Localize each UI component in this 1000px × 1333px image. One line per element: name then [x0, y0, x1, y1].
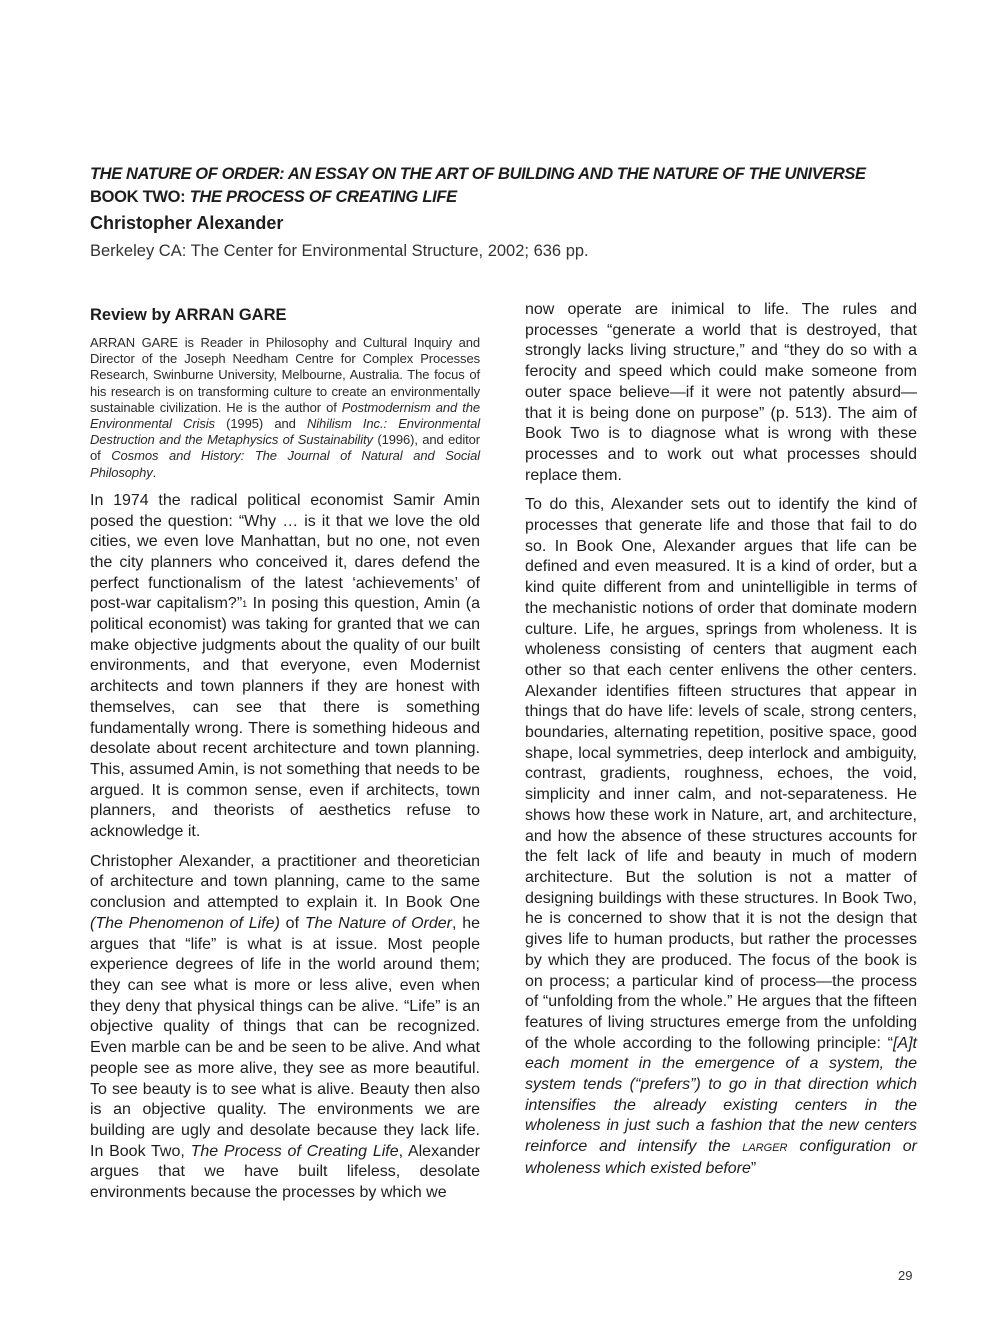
page-number: 29	[898, 1268, 913, 1283]
reviewer-bio: ARRAN GARE is Reader in Philosophy and Cultural Inquiry and Director of the Joseph Needham Centre for Complex Processes Research, Swinburne University, Melbourne, Australia. The focus of his research is on transforming culture to create an environmentally sustainable civilization. He is the author of Postmodernism and the Environmental Crisis (1995) and Nihilism Inc.: Environmental Destruction and the Metaphysics of Sustainability (1996), and editor of Cosmos and History: The Journal of Natural and Social Philosophy.	[90, 335, 481, 480]
book-label: BOOK TWO:	[90, 188, 190, 206]
left-column	[90, 298, 480, 1213]
book-subtitle: THE PROCESS OF CREATING LIFE	[189, 188, 457, 206]
paragraph-4: To do this, Alexander sets out to identify the kind of processes that generate life and those that fail to do so. In Book One, Alexander argues that life can be defined and even measured. It is a kind of order, but a kind quite different from and unintelligible in terms of the mechanistic notions of order that dominate modern culture. Life, he argues, springs from wholeness. It is wholeness consisting of centers that augment each other so that each center enlivens the other centers. Alexander identifies fifteen structures that appear in things that do have life: levels of scale, strong centers, boundaries, alternating repetition, positive space, good shape, local symmetries, deep interlock and ambiguity, contrast, gradients, roughness, echoes, the void, simplicity and inner calm, and not-separateness. He shows how these work in Nature, art, and architecture, and how the absence of these structures accounts for the felt lack of life and beauty in much of modern architecture. But the solution is not a matter of designing buildings with these structures. In Book Two, he is concerned to show that it is not the design that gives life to human products, but rather the processes by which they are produced. The focus of the book is on process; a particular kind of process—the process of “unfolding from the whole.” He argues that the fifteen features of living structures emerge from the unfolding of the whole according to the following principle: “[A]t each moment in the emergence of a system, the system tends (“prefers”) to go in that direction which intensifies the already existing centers in the wholeness in just such a fashion that the new centers reinforce and intensify the LARGER configuration or wholeness which existed before”	[525, 496, 917, 1177]
paragraph-2: Christopher Alexander, a practitioner and theoretician of architecture and town planning, came to the same conclusion and attempted to explain it. In Book One (The Phenomenon of Life) of The Nature of Order, he argues that “life” is what is at issue. Most people experience degrees of life in the world around them; they can see what is more or less alive, even when they deny that physical things can be alive. “Life” is an objective quality of things that can be recognized. Even marble can be and be seen to be alive. And what people see as more alive, they see as more beautiful. To see beauty is to see what is alive. Beauty then also is an objective quality. The environments we are building are ugly and desolate because they lack life. In Book Two, The Process of Creating Life, Alexander argues that we have built lifeless, desolate environments because the processes by which we	[90, 852, 481, 1202]
footnote-marker: 1	[242, 599, 248, 610]
right-column	[525, 300, 917, 1189]
author-name: Christopher Alexander	[90, 213, 284, 233]
article-header	[90, 163, 920, 262]
book-subtitle-line	[90, 186, 920, 208]
review-heading: Review by ARRAN GARE	[90, 306, 287, 324]
book-title: THE NATURE OF ORDER: AN ESSAY ON THE ART OF BUILDING AND THE NATURE OF THE UNIVERSE	[90, 165, 866, 183]
paragraph-1: In 1974 the radical political economist Samir Amin posed the question: “Why … is it that we love the old cities, we even love Manhattan, but no one, not even the city planners who conceived it, dares defend the perfect functionalism of the latest ‘achievements’ of post-war capitalism?”$^1$ In posing this question, Amin (a political economist) was taking for granted that we can make objective judgments about the quality of our built environments, and that everyone, even Modernist architects and town planners if they are honest with themselves, can see that there is something fundamentally wrong. There is something hideous and desolate about recent architecture and town planning. This, assumed Amin, is not something that needs to be argued. It is common sense, even if architects, town planners, and theorists of aesthetics refuse to acknowledge it.	[90, 491, 481, 841]
paragraph-3: now operate are inimical to life. The rules and processes “generate a world that is destroyed, that strongly lacks living structure,” and “they do so with a ferocity and speed which could make someone from outer space believe—if it were not patently absurd—that it is being done on purpose” (p. 513). The aim of Book Two is to diagnose what is wrong with these processes and to work out what processes should replace them.	[525, 301, 917, 484]
publication-info: Berkeley CA: The Center for Environmental Structure, 2002; 636 pp.	[90, 242, 589, 260]
